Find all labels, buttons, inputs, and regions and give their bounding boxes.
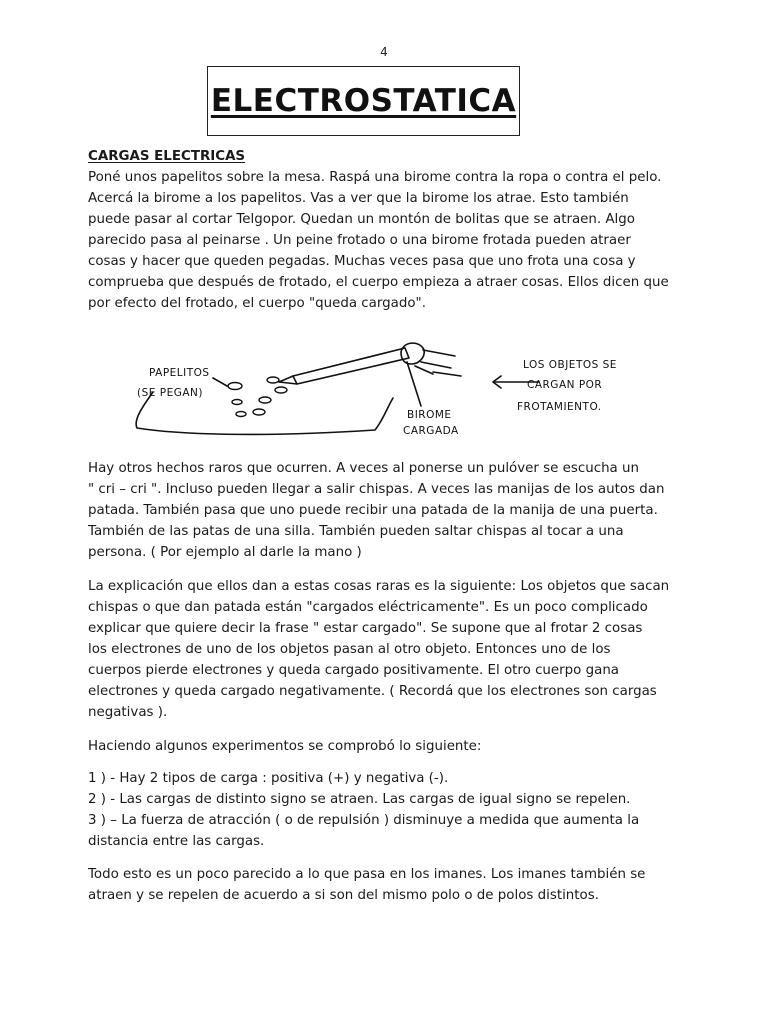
intro-line: cosas y hacer que queden pegadas. Muchas veces pasa que uno frota una cosa y [88, 254, 636, 269]
intro-line: Poné unos papelitos sobre la mesa. Raspá una birome contra la ropa o contra el pelo. [88, 170, 662, 185]
sparks-line: También de las patas de una silla. También pueden saltar chispas al tocar a una [88, 524, 624, 539]
intro-line: comprueba que después de frotado, el cuerpo empieza a atraer cosas. Ellos dicen que [88, 275, 669, 290]
list-item: 2 ) - Las cargas de distinto signo se atraen. Las cargas de igual signo se repelen. [88, 792, 631, 807]
label-papers-2: (SE PEGAN) [137, 387, 203, 399]
page-title: ELECTROSTATICA [210, 83, 517, 119]
label-pen-1: BIROME [407, 409, 452, 421]
paper-bits [228, 377, 287, 417]
findings-list [88, 768, 688, 852]
intro-line: por efecto del frotado, el cuerpo "queda cargado". [88, 296, 426, 311]
explanation-line: cuerpos pierde electrones y queda cargado positivamente. El otro cuerpo gana [88, 663, 620, 678]
sparks-paragraph [88, 458, 688, 563]
sparks-line: Hay otros hechos raros que ocurren. A veces al ponerse un pulóver se escucha un [88, 461, 639, 476]
pen-body [293, 348, 409, 384]
label-pen-2: CARGADA [403, 425, 459, 437]
sparks-line: patada. También pasa que uno puede recibir una patada de la manija de una puerta. [88, 503, 658, 518]
explanation-line: chispas o que dan patada están "cargados eléctricamente". Es un poco complicado [88, 600, 648, 615]
papers-leader [213, 378, 227, 386]
sparks-line: persona. ( Por ejemplo al darle la mano ) [88, 545, 362, 560]
sparks-line: " cri – cri ". Incluso pueden llegar a salir chispas. A veces las manijas de los autos dan [88, 482, 665, 497]
label-right-2: CARGAN POR [527, 379, 603, 391]
page-number: 4 [380, 45, 388, 59]
rubbed-pen-figure [115, 334, 675, 446]
intro-section [88, 146, 688, 314]
magnets-paragraph [88, 864, 688, 906]
intro-line: puede pasar al cortar Telgopor. Quedan un montón de bolitas que se atraen. Algo [88, 212, 635, 227]
list-item: 1 ) - Hay 2 tipos de carga : positiva (+) y negativa (-). [88, 771, 449, 786]
figure-drawing [115, 334, 675, 446]
label-right-1: LOS OBJETOS SE [523, 359, 617, 371]
explanation-line: los electrones de uno de los objetos pasan al otro objeto. Entonces uno de los [88, 642, 611, 657]
explanation-paragraph [88, 576, 688, 723]
experiments-intro [88, 736, 688, 757]
list-item: distancia entre las cargas. [88, 834, 265, 849]
list-item: 3 ) – La fuerza de atracción ( o de repulsión ) disminuye a medida que aumenta la [88, 813, 640, 828]
intro-line: parecido pasa al peinarse . Un peine frotado o una birome frotada pueden atraer [88, 233, 631, 248]
label-right-3: FROTAMIENTO. [517, 401, 602, 413]
explanation-line: La explicación que ellos dan a estas cosas raras es la siguiente: Los objetos que sacan [88, 579, 670, 594]
explanation-line: electrones y queda cargado negativamente. ( Recordá que los electrones son cargas [88, 684, 657, 699]
title-box [207, 66, 520, 136]
explanation-line: explicar que quiere decir la frase " estar cargado". Se supone que al frotar 2 cosas [88, 621, 643, 636]
section-heading: CARGAS ELECTRICAS [88, 149, 246, 164]
explanation-line: negativas ). [88, 705, 168, 720]
intro-line: Acercá la birome a los papelitos. Vas a ver que la birome los atrae. Esto también [88, 191, 629, 206]
label-papers-1: PAPELITOS [149, 367, 210, 379]
magnets-line: Todo esto es un poco parecido a lo que pasa en los imanes. Los imanes también se [88, 867, 646, 882]
experiments-intro-text: Haciendo algunos experimentos se comprobó lo siguiente: [88, 739, 482, 754]
hand-drawing [401, 343, 424, 364]
magnets-line: atraen y se repelen de acuerdo a si son del mismo polo o de polos distintos. [88, 888, 599, 903]
